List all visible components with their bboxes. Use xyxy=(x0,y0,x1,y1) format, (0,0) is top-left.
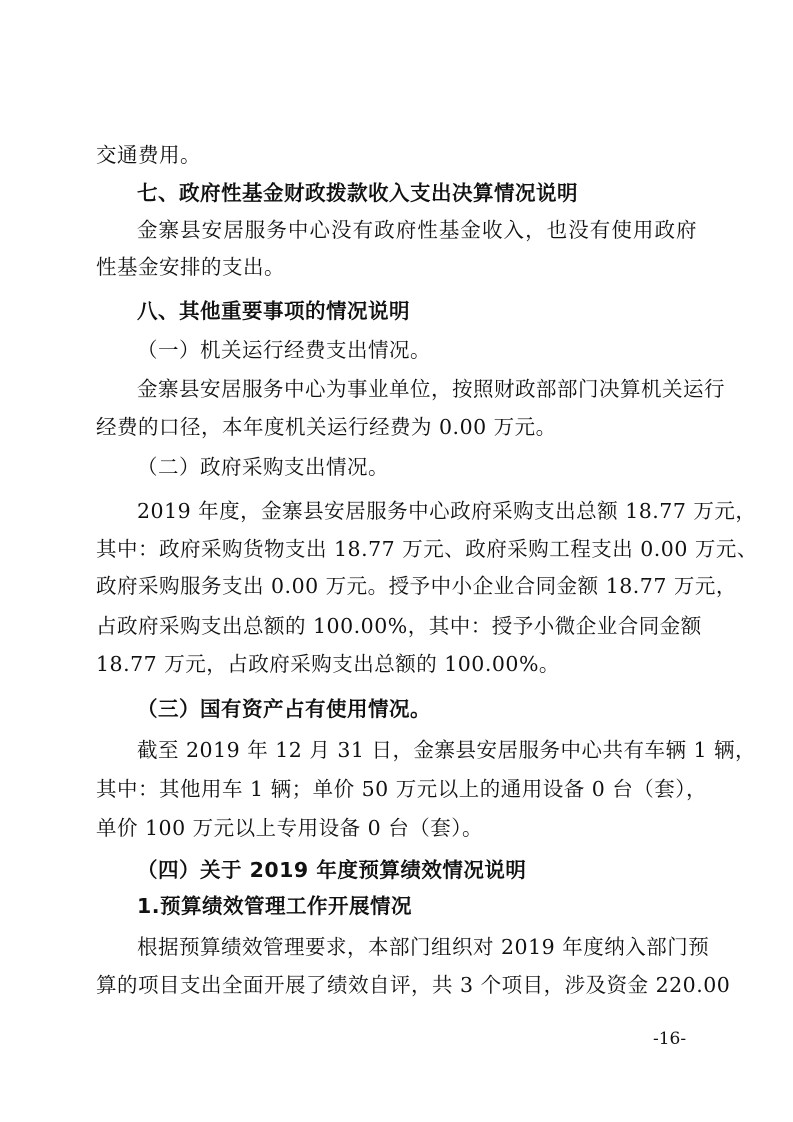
page-number: -16- xyxy=(653,1029,687,1049)
paragraph-line: 2019 年度，金寨县安居服务中心政府采购支出总额 18.77 万元， xyxy=(137,499,757,523)
paragraph-line: 金寨县安居服务中心为事业单位，按照财政部部门决算机关运行 xyxy=(137,377,725,401)
paragraph-line: 截至 2019 年 12 月 31 日，金寨县安居服务中心共有车辆 1 辆， xyxy=(137,738,757,762)
subsection-heading: （四）关于 2019 年度预算绩效情况说明 xyxy=(137,858,527,882)
paragraph-line: 其中：其他用车 1 辆；单价 50 万元以上的通用设备 0 台（套）， xyxy=(96,777,708,801)
paragraph-line: 政府采购服务支出 0.00 万元。授予中小企业合同金额 18.77 万元， xyxy=(96,574,737,598)
item-heading: 1.预算绩效管理工作开展情况 xyxy=(137,894,413,918)
paragraph-line: 算的项目支出全面开展了绩效自评，共 3 个项目，涉及资金 220.00 xyxy=(96,973,731,997)
paragraph-line: 单价 100 万元以上专用设备 0 台（套）。 xyxy=(96,816,483,840)
subsection-heading: （二）政府采购支出情况。 xyxy=(137,455,389,479)
paragraph-line: 交通费用。 xyxy=(96,143,201,167)
paragraph-line: 18.77 万元，占政府采购支出总额的 100.00%。 xyxy=(96,652,560,676)
section-heading: 七、政府性基金财政拨款收入支出决算情况说明 xyxy=(137,181,578,205)
subsection-heading: （一）机关运行经费支出情况。 xyxy=(137,338,431,362)
paragraph-line: 根据预算绩效管理要求，本部门组织对 2019 年度纳入部门预 xyxy=(137,935,710,959)
subsection-heading: （三）国有资产占有使用情况。 xyxy=(137,697,431,721)
paragraph-line: 经费的口径，本年度机关运行经费为 0.00 万元。 xyxy=(96,415,557,439)
section-heading: 八、其他重要事项的情况说明 xyxy=(137,299,410,323)
paragraph-line: 占政府采购支出总额的 100.00%，其中：授予小微企业合同金额 xyxy=(96,614,702,638)
paragraph-line: 金寨县安居服务中心没有政府性基金收入，也没有使用政府 xyxy=(137,218,697,242)
paragraph-line: 性基金安排的支出。 xyxy=(96,255,285,279)
paragraph-line: 其中：政府采购货物支出 18.77 万元、政府采购工程支出 0.00 万元、 xyxy=(96,537,758,561)
